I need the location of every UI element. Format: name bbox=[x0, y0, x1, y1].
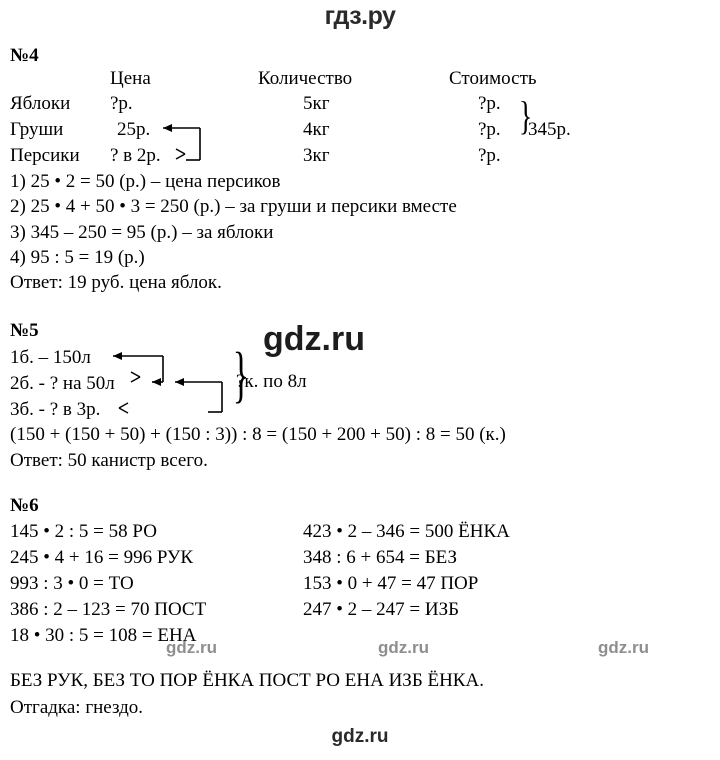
table-header-price: Цена bbox=[110, 68, 151, 89]
task-6-right-2: 348 : 6 + 654 = БЕЗ bbox=[303, 547, 457, 568]
task-5-answer: Ответ: 50 канистр всего. bbox=[10, 450, 208, 471]
task-6-left-4: 386 : 2 – 123 = 70 ПОСТ bbox=[10, 599, 207, 620]
table-header-cost: Стоимость bbox=[449, 68, 537, 89]
task-6-phrase: БЕЗ РУК, БЕЗ ТО ПОР ЁНКА ПОСТ РО ЕНА ИЗБ ЁНКА. bbox=[10, 670, 484, 691]
table-row-qty-3: 3кг bbox=[303, 145, 330, 166]
task-6-left-3: 993 : 3 • 0 = ТО bbox=[10, 573, 134, 594]
task-4-step-4: 4) 95 : 5 = 19 (р.) bbox=[10, 247, 145, 268]
task-4-number: №4 bbox=[10, 45, 39, 66]
table-row-name-2: Груши bbox=[10, 119, 64, 140]
table-row-cost-3: ?р. bbox=[478, 145, 501, 166]
watermark-small-3: gdz.ru bbox=[598, 638, 649, 657]
table-row-price-2: 25р. bbox=[117, 119, 151, 140]
task-4-step-1: 1) 25 • 2 = 50 (р.) – цена персиков bbox=[10, 171, 281, 192]
cost-brace: } bbox=[518, 93, 533, 138]
task-6-right-1: 423 • 2 – 346 = 500 ЁНКА bbox=[303, 521, 510, 542]
task-6-left-5: 18 • 30 : 5 = 108 = ЕНА bbox=[10, 625, 197, 646]
table-row-name-1: Яблоки bbox=[10, 93, 71, 114]
table-row-cost-1: ?р. bbox=[478, 93, 501, 114]
task-6-left-1: 145 • 2 : 5 = 58 РО bbox=[10, 521, 157, 542]
table-row-qty-2: 4кг bbox=[303, 119, 330, 140]
task-6-right-3: 153 • 0 + 47 = 47 ПОР bbox=[303, 573, 479, 594]
site-logo-top: гдз.ру bbox=[324, 2, 396, 30]
watermark-center: gdz.ru bbox=[263, 320, 365, 358]
task-5-row-2: 2б. - ? на 50л bbox=[10, 373, 115, 394]
task-4-step-3: 3) 345 – 250 = 95 (р.) – за яблоки bbox=[10, 222, 274, 243]
canisters-brace: } bbox=[232, 341, 250, 409]
watermark-small-1: gdz.ru bbox=[166, 638, 217, 657]
table-row-cost-2: ?р. bbox=[478, 119, 501, 140]
task-5-solution: (150 + (150 + 50) + (150 : 3)) : 8 = (150 + 200 + 50) : 8 = 50 (к.) bbox=[10, 424, 506, 445]
table-row-qty-1: 5кг bbox=[303, 93, 330, 114]
task-5-row-3: 3б. - ? в 3р. bbox=[10, 399, 101, 420]
table-row-price-1: ?р. bbox=[110, 93, 133, 114]
table-header-quantity: Количество bbox=[258, 68, 353, 89]
task-5-number: №5 bbox=[10, 320, 39, 341]
task-6-number: №6 bbox=[10, 495, 39, 516]
task-5-row-1: 1б. – 150л bbox=[10, 347, 91, 368]
task-6-answer: Отгадка: гнездо. bbox=[10, 697, 144, 718]
table-total: 345р. bbox=[528, 119, 571, 140]
task-6-left-2: 245 • 4 + 16 = 996 РУК bbox=[10, 547, 194, 568]
watermark-small-2: gdz.ru bbox=[378, 638, 429, 657]
table-row-price-3: ? в 2р. bbox=[110, 145, 161, 166]
task-6-right-4: 247 • 2 – 247 = ИЗБ bbox=[303, 599, 460, 620]
task-5-note: ?к. по 8л bbox=[236, 371, 307, 392]
task-4-answer: Ответ: 19 руб. цена яблок. bbox=[10, 272, 222, 293]
site-logo-bottom: gdz.ru bbox=[331, 726, 389, 747]
task-4-step-2: 2) 25 • 4 + 50 • 3 = 250 (р.) – за груши и персики вместе bbox=[10, 196, 457, 217]
table-row-name-3: Персики bbox=[10, 145, 80, 166]
